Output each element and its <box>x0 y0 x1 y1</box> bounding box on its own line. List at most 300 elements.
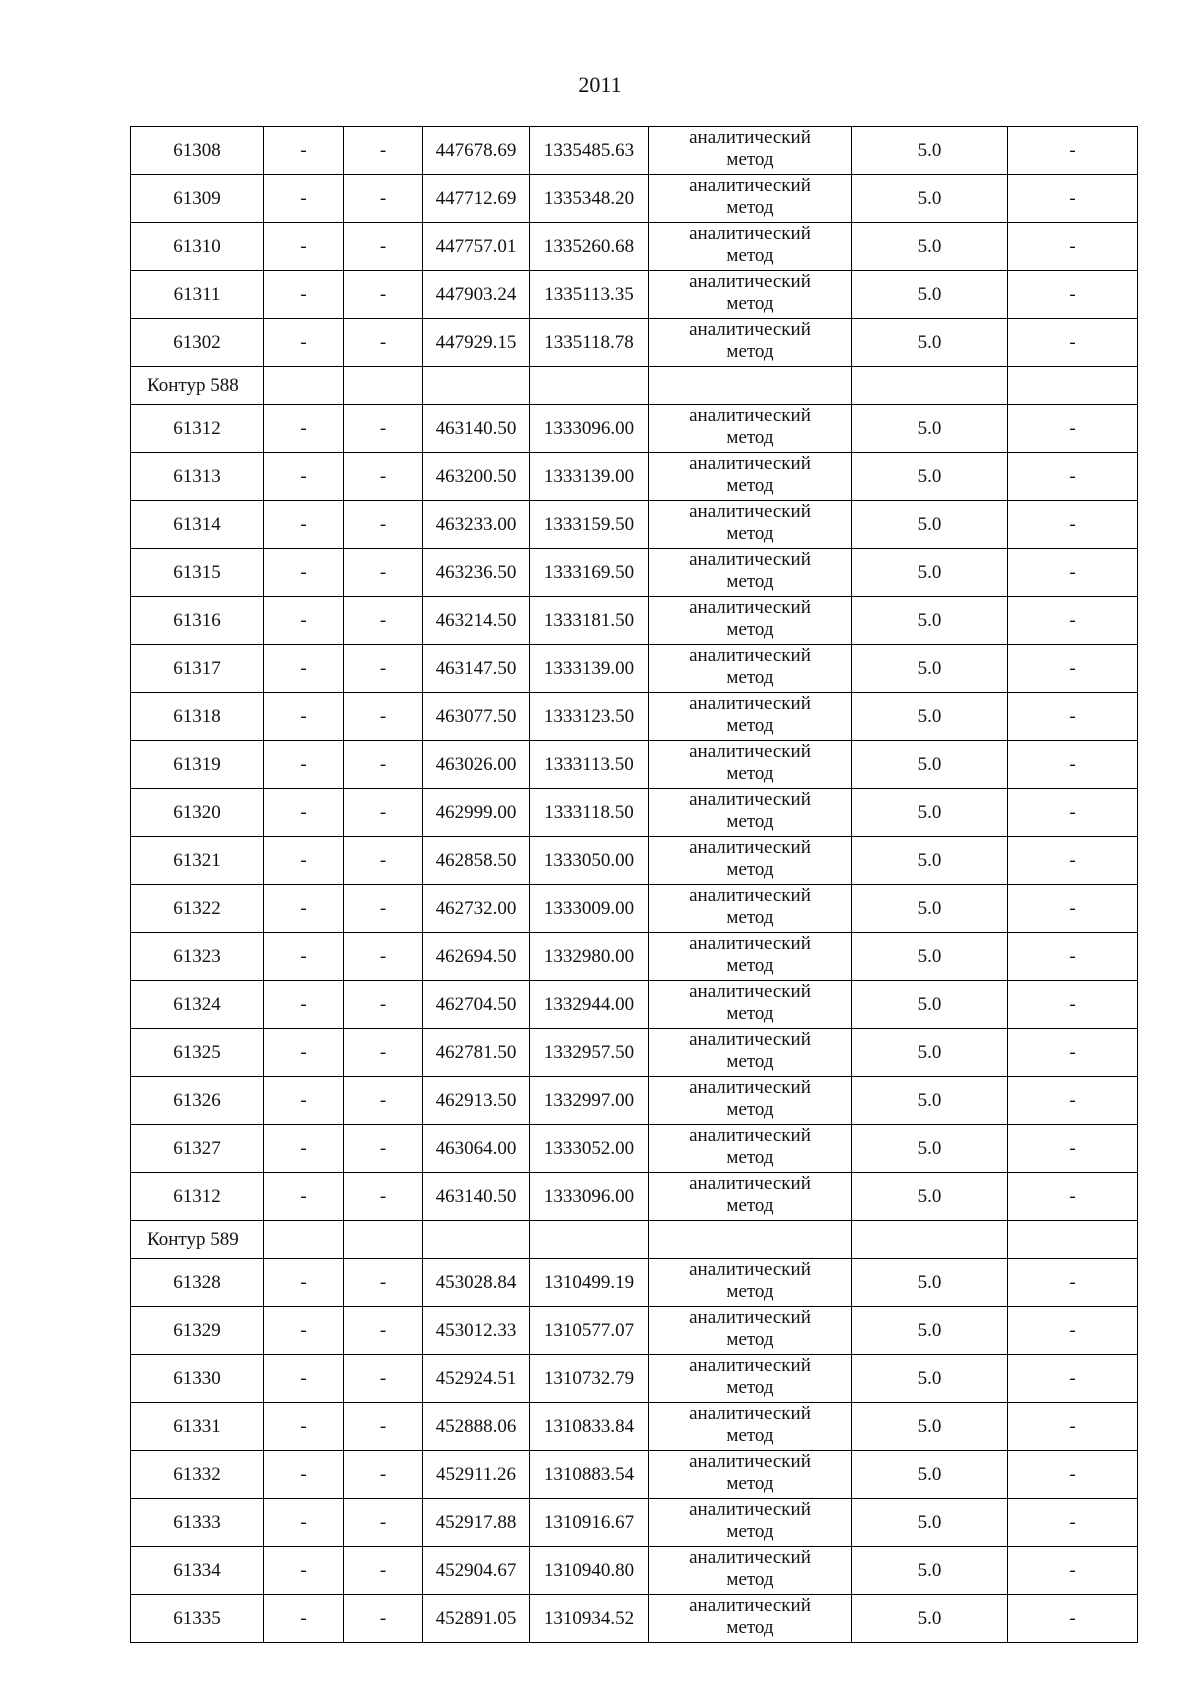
dash-cell: - <box>264 1403 344 1451</box>
method-line1: аналитический <box>689 318 811 340</box>
method-line1: аналитический <box>689 644 811 666</box>
dash-cell: - <box>1008 1077 1138 1125</box>
point-id-cell: 61331 <box>131 1403 264 1451</box>
x-coordinate-cell: 447712.69 <box>423 175 530 223</box>
dash-cell: - <box>344 319 423 367</box>
dash-cell: - <box>1008 1173 1138 1221</box>
method-line1: аналитический <box>689 500 811 522</box>
method-cell <box>649 645 852 693</box>
y-coordinate-cell: 1310833.84 <box>530 1403 649 1451</box>
accuracy-cell: 5.0 <box>852 981 1008 1029</box>
dash-cell: - <box>1008 1595 1138 1643</box>
method-line2: метод <box>726 1194 774 1216</box>
accuracy-cell: 5.0 <box>852 405 1008 453</box>
table-row <box>131 1077 1138 1125</box>
method-line1: аналитический <box>689 596 811 618</box>
y-coordinate-cell: 1333139.00 <box>530 453 649 501</box>
y-coordinate-cell: 1333113.50 <box>530 741 649 789</box>
dash-cell: - <box>264 837 344 885</box>
accuracy-cell: 5.0 <box>852 1595 1008 1643</box>
dash-cell: - <box>1008 981 1138 1029</box>
method-line1: аналитический <box>689 1172 811 1194</box>
dash-cell: - <box>264 885 344 933</box>
dash-cell: - <box>264 693 344 741</box>
x-coordinate-cell: 447903.24 <box>423 271 530 319</box>
method-line1: аналитический <box>689 1546 811 1568</box>
dash-cell: - <box>264 319 344 367</box>
method-line1: аналитический <box>689 404 811 426</box>
x-coordinate-cell: 452888.06 <box>423 1403 530 1451</box>
method-cell <box>649 1595 852 1643</box>
x-coordinate-cell: 462999.00 <box>423 789 530 837</box>
dash-cell: - <box>264 175 344 223</box>
dash-cell: - <box>1008 271 1138 319</box>
point-id-cell: 61317 <box>131 645 264 693</box>
method-line2: метод <box>726 1616 774 1638</box>
dash-cell: - <box>344 1355 423 1403</box>
y-coordinate-cell: 1335118.78 <box>530 319 649 367</box>
x-coordinate-cell: 452904.67 <box>423 1547 530 1595</box>
x-coordinate-cell: 463233.00 <box>423 501 530 549</box>
x-coordinate-cell: 463140.50 <box>423 405 530 453</box>
point-id-cell: 61308 <box>131 127 264 175</box>
x-coordinate-cell: 447678.69 <box>423 127 530 175</box>
table-row <box>131 1595 1138 1643</box>
point-id-cell: 61314 <box>131 501 264 549</box>
y-coordinate-cell: 1333159.50 <box>530 501 649 549</box>
dash-cell: - <box>1008 405 1138 453</box>
accuracy-cell: 5.0 <box>852 223 1008 271</box>
x-coordinate-cell: 463236.50 <box>423 549 530 597</box>
accuracy-cell: 5.0 <box>852 1029 1008 1077</box>
coordinates-table <box>130 126 1138 1643</box>
method-line2: метод <box>726 906 774 928</box>
dash-cell: - <box>344 1125 423 1173</box>
method-line1: аналитический <box>689 1498 811 1520</box>
empty-cell <box>852 367 1008 405</box>
method-line2: метод <box>726 1472 774 1494</box>
table-row <box>131 597 1138 645</box>
dash-cell: - <box>1008 933 1138 981</box>
method-cell <box>649 693 852 741</box>
y-coordinate-cell: 1335485.63 <box>530 127 649 175</box>
contour-header-row <box>131 1221 1138 1259</box>
dash-cell: - <box>264 501 344 549</box>
dash-cell: - <box>344 981 423 1029</box>
method-line1: аналитический <box>689 1354 811 1376</box>
y-coordinate-cell: 1333050.00 <box>530 837 649 885</box>
x-coordinate-cell: 463026.00 <box>423 741 530 789</box>
accuracy-cell: 5.0 <box>852 597 1008 645</box>
x-coordinate-cell: 462781.50 <box>423 1029 530 1077</box>
table-row <box>131 1259 1138 1307</box>
method-cell <box>649 981 852 1029</box>
method-line1: аналитический <box>689 1076 811 1098</box>
dash-cell: - <box>344 693 423 741</box>
dash-cell: - <box>344 1259 423 1307</box>
method-cell <box>649 175 852 223</box>
empty-cell <box>649 367 852 405</box>
accuracy-cell: 5.0 <box>852 789 1008 837</box>
contour-header-row <box>131 367 1138 405</box>
method-cell <box>649 885 852 933</box>
dash-cell: - <box>344 1499 423 1547</box>
dash-cell: - <box>264 271 344 319</box>
x-coordinate-cell: 452924.51 <box>423 1355 530 1403</box>
method-cell <box>649 223 852 271</box>
empty-cell <box>1008 367 1138 405</box>
method-line2: метод <box>726 244 774 266</box>
accuracy-cell: 5.0 <box>852 1451 1008 1499</box>
x-coordinate-cell: 463147.50 <box>423 645 530 693</box>
x-coordinate-cell: 452911.26 <box>423 1451 530 1499</box>
point-id-cell: 61324 <box>131 981 264 1029</box>
point-id-cell: 61333 <box>131 1499 264 1547</box>
point-id-cell: 61315 <box>131 549 264 597</box>
method-cell <box>649 1355 852 1403</box>
method-cell <box>649 933 852 981</box>
table-row <box>131 933 1138 981</box>
contour-label: Контур 589 <box>131 1221 264 1259</box>
dash-cell: - <box>1008 597 1138 645</box>
dash-cell: - <box>1008 501 1138 549</box>
point-id-cell: 61312 <box>131 1173 264 1221</box>
dash-cell: - <box>264 1307 344 1355</box>
method-cell <box>649 1125 852 1173</box>
method-cell <box>649 837 852 885</box>
method-line2: метод <box>726 340 774 362</box>
accuracy-cell: 5.0 <box>852 1499 1008 1547</box>
dash-cell: - <box>344 501 423 549</box>
table-row <box>131 223 1138 271</box>
dash-cell: - <box>264 741 344 789</box>
table-row <box>131 453 1138 501</box>
table-row <box>131 981 1138 1029</box>
dash-cell: - <box>344 645 423 693</box>
dash-cell: - <box>344 1451 423 1499</box>
y-coordinate-cell: 1310883.54 <box>530 1451 649 1499</box>
empty-cell <box>530 1221 649 1259</box>
method-line1: аналитический <box>689 1402 811 1424</box>
point-id-cell: 61321 <box>131 837 264 885</box>
dash-cell: - <box>264 405 344 453</box>
accuracy-cell: 5.0 <box>852 1125 1008 1173</box>
page-number: 2011 <box>578 72 622 97</box>
y-coordinate-cell: 1332944.00 <box>530 981 649 1029</box>
table-row <box>131 1029 1138 1077</box>
dash-cell: - <box>1008 837 1138 885</box>
method-line2: метод <box>726 1424 774 1446</box>
empty-cell <box>423 367 530 405</box>
x-coordinate-cell: 452917.88 <box>423 1499 530 1547</box>
method-cell <box>649 271 852 319</box>
dash-cell: - <box>1008 1451 1138 1499</box>
method-cell <box>649 1403 852 1451</box>
dash-cell: - <box>344 933 423 981</box>
dash-cell: - <box>264 1355 344 1403</box>
point-id-cell: 61327 <box>131 1125 264 1173</box>
y-coordinate-cell: 1333169.50 <box>530 549 649 597</box>
method-line2: метод <box>726 666 774 688</box>
method-line1: аналитический <box>689 692 811 714</box>
table-row <box>131 1403 1138 1451</box>
dash-cell: - <box>344 271 423 319</box>
dash-cell: - <box>1008 693 1138 741</box>
dash-cell: - <box>264 789 344 837</box>
dash-cell: - <box>344 549 423 597</box>
method-cell <box>649 501 852 549</box>
method-line1: аналитический <box>689 1450 811 1472</box>
point-id-cell: 61326 <box>131 1077 264 1125</box>
table-row <box>131 885 1138 933</box>
y-coordinate-cell: 1335113.35 <box>530 271 649 319</box>
y-coordinate-cell: 1333052.00 <box>530 1125 649 1173</box>
method-line2: метод <box>726 474 774 496</box>
dash-cell: - <box>1008 1307 1138 1355</box>
empty-cell <box>1008 1221 1138 1259</box>
table-row <box>131 693 1138 741</box>
method-cell <box>649 1259 852 1307</box>
point-id-cell: 61334 <box>131 1547 264 1595</box>
empty-cell <box>264 1221 344 1259</box>
table-row <box>131 1307 1138 1355</box>
table-row <box>131 789 1138 837</box>
dash-cell: - <box>1008 1547 1138 1595</box>
x-coordinate-cell: 463077.50 <box>423 693 530 741</box>
accuracy-cell: 5.0 <box>852 1307 1008 1355</box>
empty-cell <box>423 1221 530 1259</box>
x-coordinate-cell: 462732.00 <box>423 885 530 933</box>
method-cell <box>649 549 852 597</box>
method-line2: метод <box>726 1098 774 1120</box>
point-id-cell: 61320 <box>131 789 264 837</box>
method-cell <box>649 789 852 837</box>
dash-cell: - <box>1008 453 1138 501</box>
accuracy-cell: 5.0 <box>852 1259 1008 1307</box>
dash-cell: - <box>1008 1125 1138 1173</box>
method-line2: метод <box>726 292 774 314</box>
accuracy-cell: 5.0 <box>852 127 1008 175</box>
dash-cell: - <box>1008 1499 1138 1547</box>
table-row <box>131 501 1138 549</box>
accuracy-cell: 5.0 <box>852 175 1008 223</box>
x-coordinate-cell: 452891.05 <box>423 1595 530 1643</box>
y-coordinate-cell: 1310916.67 <box>530 1499 649 1547</box>
y-coordinate-cell: 1310499.19 <box>530 1259 649 1307</box>
method-line1: аналитический <box>689 1124 811 1146</box>
table-row <box>131 319 1138 367</box>
method-line1: аналитический <box>689 1258 811 1280</box>
accuracy-cell: 5.0 <box>852 1355 1008 1403</box>
method-line1: аналитический <box>689 174 811 196</box>
point-id-cell: 61319 <box>131 741 264 789</box>
dash-cell: - <box>344 1173 423 1221</box>
dash-cell: - <box>344 127 423 175</box>
dash-cell: - <box>264 1029 344 1077</box>
point-id-cell: 61309 <box>131 175 264 223</box>
method-line1: аналитический <box>689 1594 811 1616</box>
y-coordinate-cell: 1335260.68 <box>530 223 649 271</box>
point-id-cell: 61329 <box>131 1307 264 1355</box>
method-cell <box>649 1307 852 1355</box>
y-coordinate-cell: 1333096.00 <box>530 1173 649 1221</box>
empty-cell <box>344 1221 423 1259</box>
accuracy-cell: 5.0 <box>852 933 1008 981</box>
dash-cell: - <box>264 1451 344 1499</box>
accuracy-cell: 5.0 <box>852 271 1008 319</box>
x-coordinate-cell: 463200.50 <box>423 453 530 501</box>
x-coordinate-cell: 462913.50 <box>423 1077 530 1125</box>
dash-cell: - <box>264 1595 344 1643</box>
dash-cell: - <box>1008 175 1138 223</box>
dash-cell: - <box>1008 741 1138 789</box>
y-coordinate-cell: 1333181.50 <box>530 597 649 645</box>
dash-cell: - <box>1008 1029 1138 1077</box>
point-id-cell: 61302 <box>131 319 264 367</box>
method-line2: метод <box>726 148 774 170</box>
accuracy-cell: 5.0 <box>852 549 1008 597</box>
method-line1: аналитический <box>689 788 811 810</box>
method-cell <box>649 741 852 789</box>
point-id-cell: 61323 <box>131 933 264 981</box>
x-coordinate-cell: 447929.15 <box>423 319 530 367</box>
dash-cell: - <box>1008 223 1138 271</box>
dash-cell: - <box>1008 319 1138 367</box>
point-id-cell: 61311 <box>131 271 264 319</box>
dash-cell: - <box>264 453 344 501</box>
empty-cell <box>530 367 649 405</box>
table-row <box>131 1125 1138 1173</box>
dash-cell: - <box>344 1029 423 1077</box>
method-line1: аналитический <box>689 740 811 762</box>
dash-cell: - <box>1008 789 1138 837</box>
y-coordinate-cell: 1332997.00 <box>530 1077 649 1125</box>
method-line1: аналитический <box>689 548 811 570</box>
point-id-cell: 61316 <box>131 597 264 645</box>
dash-cell: - <box>1008 127 1138 175</box>
accuracy-cell: 5.0 <box>852 741 1008 789</box>
point-id-cell: 61328 <box>131 1259 264 1307</box>
table-row <box>131 645 1138 693</box>
table-row <box>131 271 1138 319</box>
empty-cell <box>649 1221 852 1259</box>
y-coordinate-cell: 1332957.50 <box>530 1029 649 1077</box>
dash-cell: - <box>264 1547 344 1595</box>
method-line2: метод <box>726 762 774 784</box>
x-coordinate-cell: 453012.33 <box>423 1307 530 1355</box>
x-coordinate-cell: 462858.50 <box>423 837 530 885</box>
dash-cell: - <box>264 933 344 981</box>
method-line1: аналитический <box>689 836 811 858</box>
method-line2: метод <box>726 954 774 976</box>
method-cell <box>649 1451 852 1499</box>
dash-cell: - <box>1008 1259 1138 1307</box>
accuracy-cell: 5.0 <box>852 693 1008 741</box>
dash-cell: - <box>264 549 344 597</box>
table-row <box>131 405 1138 453</box>
method-line2: метод <box>726 522 774 544</box>
dash-cell: - <box>264 1125 344 1173</box>
contour-label: Контур 588 <box>131 367 264 405</box>
method-cell <box>649 1077 852 1125</box>
x-coordinate-cell: 463140.50 <box>423 1173 530 1221</box>
y-coordinate-cell: 1333096.00 <box>530 405 649 453</box>
method-cell <box>649 1499 852 1547</box>
y-coordinate-cell: 1333009.00 <box>530 885 649 933</box>
y-coordinate-cell: 1333118.50 <box>530 789 649 837</box>
y-coordinate-cell: 1310732.79 <box>530 1355 649 1403</box>
dash-cell: - <box>344 597 423 645</box>
accuracy-cell: 5.0 <box>852 501 1008 549</box>
method-line1: аналитический <box>689 884 811 906</box>
y-coordinate-cell: 1333139.00 <box>530 645 649 693</box>
accuracy-cell: 5.0 <box>852 837 1008 885</box>
table-body <box>131 127 1138 1643</box>
table-row <box>131 175 1138 223</box>
x-coordinate-cell: 463064.00 <box>423 1125 530 1173</box>
dash-cell: - <box>344 1547 423 1595</box>
method-cell <box>649 1173 852 1221</box>
method-line2: метод <box>726 714 774 736</box>
x-coordinate-cell: 453028.84 <box>423 1259 530 1307</box>
method-cell <box>649 1547 852 1595</box>
dash-cell: - <box>264 1499 344 1547</box>
dash-cell: - <box>344 1595 423 1643</box>
method-line2: метод <box>726 1568 774 1590</box>
empty-cell <box>264 367 344 405</box>
dash-cell: - <box>264 981 344 1029</box>
dash-cell: - <box>1008 1355 1138 1403</box>
accuracy-cell: 5.0 <box>852 885 1008 933</box>
accuracy-cell: 5.0 <box>852 1077 1008 1125</box>
dash-cell: - <box>344 837 423 885</box>
dash-cell: - <box>1008 645 1138 693</box>
method-line2: метод <box>726 1050 774 1072</box>
table-row <box>131 549 1138 597</box>
x-coordinate-cell: 462704.50 <box>423 981 530 1029</box>
y-coordinate-cell: 1310934.52 <box>530 1595 649 1643</box>
method-line2: метод <box>726 1376 774 1398</box>
method-line2: метод <box>726 1520 774 1542</box>
table-row <box>131 1355 1138 1403</box>
accuracy-cell: 5.0 <box>852 453 1008 501</box>
table-row <box>131 1451 1138 1499</box>
x-coordinate-cell: 447757.01 <box>423 223 530 271</box>
method-cell <box>649 1029 852 1077</box>
dash-cell: - <box>264 223 344 271</box>
dash-cell: - <box>344 1307 423 1355</box>
dash-cell: - <box>344 741 423 789</box>
dash-cell: - <box>1008 549 1138 597</box>
dash-cell: - <box>264 645 344 693</box>
dash-cell: - <box>344 1403 423 1451</box>
accuracy-cell: 5.0 <box>852 1173 1008 1221</box>
y-coordinate-cell: 1335348.20 <box>530 175 649 223</box>
method-line1: аналитический <box>689 222 811 244</box>
point-id-cell: 61313 <box>131 453 264 501</box>
y-coordinate-cell: 1332980.00 <box>530 933 649 981</box>
method-line2: метод <box>726 618 774 640</box>
y-coordinate-cell: 1310577.07 <box>530 1307 649 1355</box>
dash-cell: - <box>344 223 423 271</box>
accuracy-cell: 5.0 <box>852 1403 1008 1451</box>
y-coordinate-cell: 1310940.80 <box>530 1547 649 1595</box>
method-line1: аналитический <box>689 452 811 474</box>
method-line2: метод <box>726 1280 774 1302</box>
empty-cell <box>852 1221 1008 1259</box>
method-line2: метод <box>726 810 774 832</box>
method-line1: аналитический <box>689 1028 811 1050</box>
